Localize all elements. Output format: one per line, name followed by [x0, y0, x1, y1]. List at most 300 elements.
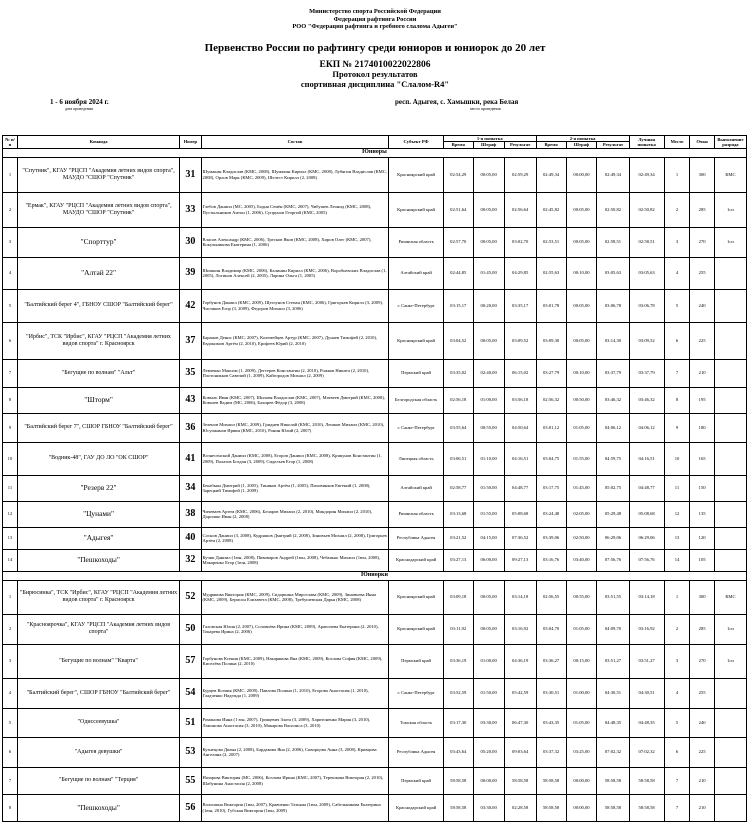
- best-try: 04:48,35: [629, 708, 664, 737]
- team-name: "Красноярочка", КГАУ "РЦСП "Академия летних видов спорта": [17, 614, 179, 644]
- try1-result: 04:16,51: [504, 442, 536, 475]
- event-place: респ. Адыгея, с. Хамышки, река Белая: [395, 98, 519, 107]
- best-try: 06:29,06: [629, 527, 664, 549]
- table-row: [3, 527, 747, 549]
- try2-time: 02:49,34: [536, 157, 566, 192]
- try2-result: 02:49,34: [597, 157, 629, 192]
- place: 3: [664, 227, 690, 257]
- best-try: 03:06,78: [629, 289, 664, 322]
- try2-time: 03:30,51: [536, 678, 566, 708]
- rank-achieved: [714, 767, 746, 794]
- subject: Красноярский край: [389, 322, 443, 359]
- try1-time: 58:58,58: [443, 767, 473, 794]
- try2-result: 03:14,30: [597, 322, 629, 359]
- best-try: 03:46,32: [629, 387, 664, 413]
- try2-penalty: 01:05,00: [566, 614, 597, 644]
- points: 210: [690, 359, 715, 387]
- try2-result: 04:09,70: [597, 614, 629, 644]
- try2-result: 03:37,79: [597, 359, 629, 387]
- place: 5: [664, 708, 690, 737]
- try1-result: 04:48,77: [504, 475, 536, 501]
- try2-penalty: 03:40,00: [566, 549, 597, 571]
- table-row: [3, 157, 747, 192]
- page-title: Первенство России по рафтингу среди юниоров и юниорок до 20 лет: [204, 41, 546, 54]
- try2-time: 03:36,27: [536, 644, 566, 678]
- best-try: 05:08,68: [629, 501, 664, 527]
- try2-result: 04:06,12: [597, 413, 629, 442]
- try2-penalty: 00:00,00: [566, 794, 597, 821]
- try1-result: 05:08,68: [504, 501, 536, 527]
- federation-line: Федерация рафтинга России: [333, 15, 417, 23]
- place: 4: [664, 257, 690, 289]
- best-try: 04:16,51: [629, 442, 664, 475]
- bib-number: 32: [180, 549, 201, 571]
- col-best: Лучшая попытка: [629, 136, 664, 149]
- bib-number: 33: [180, 192, 201, 227]
- table-row: [3, 767, 747, 794]
- place: 14: [664, 549, 690, 571]
- team-name: "Пешкоходы": [17, 794, 179, 821]
- date-place-line: [0, 92, 750, 112]
- best-try: 07:56,76: [629, 549, 664, 571]
- points: 270: [690, 227, 715, 257]
- place: 6: [664, 737, 690, 767]
- bib-number: 35: [180, 359, 201, 387]
- points: 120: [690, 527, 715, 549]
- best-try: 03:51,27: [629, 644, 664, 678]
- table-row: [3, 413, 747, 442]
- try1-time: 03:09,18: [443, 580, 473, 614]
- try2-penalty: 00:50,00: [566, 387, 597, 413]
- rank-achieved: [714, 708, 746, 737]
- try2-penalty: 02:05,00: [566, 501, 597, 527]
- table-row: [3, 257, 747, 289]
- rank-achieved: [714, 413, 746, 442]
- best-try: 07:02,32: [629, 737, 664, 767]
- try2-time: 03:43,35: [536, 708, 566, 737]
- try2-penalty: 00:15,00: [566, 644, 597, 678]
- rank-achieved: [714, 678, 746, 708]
- subject: Республика Адыгея: [389, 737, 443, 767]
- try1-result: 05:42,59: [504, 678, 536, 708]
- points: 225: [690, 322, 715, 359]
- discipline-label: спортивная дисциплина "Слалом-R4": [300, 78, 450, 89]
- col-result-1: Результат: [504, 142, 536, 148]
- team-name: "Алтай 22": [17, 257, 179, 289]
- try1-result: 03:09,52: [504, 322, 536, 359]
- try2-time: 03:37,32: [536, 737, 566, 767]
- event-place-caption: место проведения: [470, 106, 501, 112]
- place: 1: [664, 157, 690, 192]
- best-try: 04:06,12: [629, 413, 664, 442]
- roster: Вознесенский Даниил (КМС, 2008), Егоров Даниил (КМС, 2008), Крикунов Константин (1, 2009), Палатов Богдан (3, 2009), Сидельев Егор (1, 2008): [201, 442, 389, 475]
- try2-time: 03:27,79: [536, 359, 566, 387]
- try1-result: 04:29,85: [504, 257, 536, 289]
- points: 225: [690, 737, 715, 767]
- try1-result: 09:27,13: [504, 549, 536, 571]
- bib-number: 57: [180, 644, 201, 678]
- table-row: [3, 644, 747, 678]
- try2-penalty: 01:00,00: [566, 678, 597, 708]
- try2-time: 03:24,48: [536, 501, 566, 527]
- try2-time: 02:53,51: [536, 227, 566, 257]
- try1-time: 03:27,13: [443, 549, 473, 571]
- bib-number: 55: [180, 767, 201, 794]
- team-name: "Адыгея": [17, 527, 179, 549]
- subject: Томская область: [389, 708, 443, 737]
- team-name: "Ирбис", ТСК "Ирбис", КГАУ "РЦСП "Академия летних видов спорта" г. Красноярск: [17, 322, 179, 359]
- place: 7: [664, 767, 690, 794]
- points: 135: [690, 501, 715, 527]
- try1-penalty: 00:05,00: [473, 580, 504, 614]
- try1-time: 03:04,52: [443, 322, 473, 359]
- team-name: "Одиссеевушка": [17, 708, 179, 737]
- try1-result: 03:35,17: [504, 289, 536, 322]
- bib-number: 36: [180, 413, 201, 442]
- try2-time: 58:58,58: [536, 767, 566, 794]
- roster: Волошина Виктория (1юн, 2007), Кравченко Татьяна (1юн, 2009), Сабельникова Екатерина (1юн, 2010), Губская Виктория (1юн, 2009): [201, 794, 389, 821]
- try1-result: 02:56,64: [504, 192, 536, 227]
- try1-time: 03:17,30: [443, 708, 473, 737]
- try1-result: 03:14,18: [504, 580, 536, 614]
- col-penalty-1: Штраф: [473, 142, 504, 148]
- team-name: "Бегущие по волнам" "Кварта": [17, 644, 179, 678]
- try1-time: 03:35,02: [443, 359, 473, 387]
- try2-penalty: 00:05,00: [566, 322, 597, 359]
- place: 2: [664, 192, 690, 227]
- document-header: [0, 0, 750, 31]
- row-num: 9: [3, 413, 18, 442]
- row-num: 2: [3, 614, 18, 644]
- team-name: "Водник-48", ГАУ ДО ЛО "ОК СШОР": [17, 442, 179, 475]
- place: 2: [664, 614, 690, 644]
- ekp-number: ЕКП № 2174010022022806: [319, 59, 431, 70]
- subject: г. Санкт-Петербург: [389, 289, 443, 322]
- section-juniorki: Юниорки: [3, 571, 747, 580]
- team-name: "Спорттур": [17, 227, 179, 257]
- col-place: Место: [664, 136, 690, 149]
- try2-time: 03:09,30: [536, 322, 566, 359]
- row-num: 3: [3, 644, 18, 678]
- points: 165: [690, 442, 715, 475]
- best-try: 04:30,51: [629, 678, 664, 708]
- rank-achieved: [714, 387, 746, 413]
- best-try: 02:50,82: [629, 192, 664, 227]
- bib-number: 40: [180, 527, 201, 549]
- col-roster: Состав: [201, 136, 389, 149]
- try1-penalty: 02:40,00: [473, 359, 504, 387]
- roster: Левченко Максим (1, 2009), Дегтерев Константин (2, 2010), Рожков Никита (2, 2010), Плотоникков Савелий (1, 2009), Кайгородов Михаил (2, 2009): [201, 359, 389, 387]
- try2-time: 02:45,82: [536, 192, 566, 227]
- row-num: 14: [3, 549, 18, 571]
- points: 210: [690, 794, 715, 821]
- rank-achieved: [714, 359, 746, 387]
- points: 210: [690, 767, 715, 794]
- try2-result: 02:58,51: [597, 227, 629, 257]
- row-num: 5: [3, 708, 18, 737]
- rank-achieved: [714, 475, 746, 501]
- rank-achieved: [714, 549, 746, 571]
- best-try: 02:58,51: [629, 227, 664, 257]
- roster: Соснов Даниил (3, 2008), Кудряшов Дмитрий (2, 2008), Зиновьев Михаил (2, 2008), Григорьев Артём (2, 2008): [201, 527, 389, 549]
- subject: Липецкая область: [389, 442, 443, 475]
- table-row: [3, 580, 747, 614]
- team-name: "Бирюсинка", ТСК "Ирбис", КГАУ "РЦСП "Академия летних видов спорта" г. Красноярск: [17, 580, 179, 614]
- try1-time: 03:21,52: [443, 527, 473, 549]
- roster: Кучик Даниил (1юн, 2008), Пивоваров Андрей (1юн, 2008), Чебанько Михаил (1юн, 2008), Макаренко Егор (1юн, 2008): [201, 549, 389, 571]
- rank-achieved: [714, 527, 746, 549]
- table-row: [3, 708, 747, 737]
- subject: Красноярский край: [389, 157, 443, 192]
- table-row: [3, 614, 747, 644]
- bib-number: 51: [180, 708, 201, 737]
- roster: Бурцев Ксения (КМС, 2009), Павлова Полина (1, 2010), Егорова Анастасия (1, 2010), Гладченко Надежда (1, 2009): [201, 678, 389, 708]
- best-try: 02:49,34: [629, 157, 664, 192]
- row-num: 4: [3, 678, 18, 708]
- subject: Республика Адыгея: [389, 527, 443, 549]
- place: 6: [664, 322, 690, 359]
- try2-result: 58:58,58: [597, 794, 629, 821]
- points: 285: [690, 192, 715, 227]
- try1-penalty: 00:05,00: [473, 227, 504, 257]
- row-num: 6: [3, 322, 18, 359]
- try2-result: 04:30,51: [597, 678, 629, 708]
- col-points: Очки: [690, 136, 715, 149]
- subject: Пермский край: [389, 644, 443, 678]
- roster: Баранов Денис (КМС, 2007), Колемейцев Артур (КМС, 2007), Дунаев Тимофей (2, 2010), Евдокимов Артём (2, 2010), Ерофеев Юрий (2, 2010): [201, 322, 389, 359]
- event-date-caption: дата проведения: [65, 106, 93, 112]
- best-try: 58:58,58: [629, 794, 664, 821]
- try2-time: 02:56,32: [536, 387, 566, 413]
- table-row: [3, 549, 747, 571]
- protocol-subtitle: [0, 61, 750, 90]
- try2-result: 03:51,55: [597, 580, 629, 614]
- subject: Красноярский край: [389, 192, 443, 227]
- subject: Рязанская область: [389, 227, 443, 257]
- subject: Белгородская область: [389, 387, 443, 413]
- table-row: [3, 442, 747, 475]
- subject: г. Санкт-Петербург: [389, 678, 443, 708]
- try1-result: 02:59,29: [504, 157, 536, 192]
- roster: Шишкин Владимир (КМС, 2006), Калинин Кирилл (КМС, 2006), Воробьевских Владислав (1, 2005), Логинов Алексей (2, 2005), Ларина Ольга (1, 2005): [201, 257, 389, 289]
- roster: Кузнецова Диана (2, 2008), Бардакова Яна (2, 2006), Скворцова Анна (3, 2008), Кривцова Ангелина (2, 2007): [201, 737, 389, 767]
- best-try: 58:58,58: [629, 767, 664, 794]
- roster: Чичеваев Артем (КМС, 2006), Бочаров Михаил (2, 2010), Миндорин Михаил (2, 2010), Дорошко Иван (2, 2008): [201, 501, 389, 527]
- try2-penalty: 00:00,00: [566, 767, 597, 794]
- try1-time: 03:52,59: [443, 678, 473, 708]
- row-num: 2: [3, 192, 18, 227]
- roster: Бекабкин Дмитрий (1, 2005), Тиняков Артём (1, 2005), Пиховинков Евгений (1, 2008), Зарецкий Тимофей (1, 2009): [201, 475, 389, 501]
- try2-time: 03:01,78: [536, 289, 566, 322]
- place: 3: [664, 644, 690, 678]
- team-name: "Шторм": [17, 387, 179, 413]
- team-name: "Балтийский берег 7", СШОР ГБНОУ "Балтийский берег": [17, 413, 179, 442]
- bib-number: 41: [180, 442, 201, 475]
- rank-achieved: [714, 257, 746, 289]
- try2-result: 04:48,35: [597, 708, 629, 737]
- try2-result: 05:29,48: [597, 501, 629, 527]
- try1-time: 02:58,77: [443, 475, 473, 501]
- points: 285: [690, 614, 715, 644]
- table-row: [3, 359, 747, 387]
- try1-result: 04:50,64: [504, 413, 536, 442]
- rank-achieved: 1сп: [714, 227, 746, 257]
- subject: Краснодарский край: [389, 549, 443, 571]
- col-time-1: Время: [443, 142, 473, 148]
- try1-result: 58:58,58: [504, 767, 536, 794]
- col-num: № п/п: [3, 136, 18, 149]
- try2-result: 03:46,32: [597, 387, 629, 413]
- subject: Алтайский край: [389, 475, 443, 501]
- roster: Горбунов Даниил (КМС, 2009), Щеглунов Степан (КМС, 2006), Григорьев Кирилл (3, 2009), Чистяков Егор (3, 2009), Федоров Михаил (3, 2006): [201, 289, 389, 322]
- row-num: 7: [3, 767, 18, 794]
- try1-time: 03:13,68: [443, 501, 473, 527]
- subject: Алтайский край: [389, 257, 443, 289]
- try2-time: 02:55,63: [536, 257, 566, 289]
- try2-time: 03:01,12: [536, 413, 566, 442]
- place: 1: [664, 580, 690, 614]
- bib-number: 53: [180, 737, 201, 767]
- try1-time: 03:43,64: [443, 737, 473, 767]
- try1-result: 06:47,30: [504, 708, 536, 737]
- try1-time: 58:58,58: [443, 794, 473, 821]
- row-num: 8: [3, 387, 18, 413]
- try2-result: 07:56,76: [597, 549, 629, 571]
- table-row: [3, 475, 747, 501]
- try2-penalty: 00:05,00: [566, 289, 597, 322]
- bib-number: 31: [180, 157, 201, 192]
- place: 9: [664, 413, 690, 442]
- place: 12: [664, 501, 690, 527]
- try1-penalty: 00:05,00: [473, 322, 504, 359]
- try1-penalty: 04:15,00: [473, 527, 504, 549]
- points: 105: [690, 549, 715, 571]
- try1-time: 03:06,51: [443, 442, 473, 475]
- points: 195: [690, 387, 715, 413]
- table-row: [3, 289, 747, 322]
- rank-achieved: [714, 737, 746, 767]
- row-num: 1: [3, 580, 18, 614]
- bib-number: 38: [180, 501, 201, 527]
- best-try: 03:14,18: [629, 580, 664, 614]
- row-num: 7: [3, 359, 18, 387]
- bib-number: 34: [180, 475, 201, 501]
- row-num: 11: [3, 475, 18, 501]
- team-name: "Ермак", КГАУ "РЦСП "Академия летних видов спорта", МАУДО "СШОР "Спутник": [17, 192, 179, 227]
- try1-result: 09:03,64: [504, 737, 536, 767]
- try1-result: 04:36,19: [504, 644, 536, 678]
- try1-penalty: 00:00,00: [473, 767, 504, 794]
- roster: Власов Александр (КМС, 2006), Тресков Яков (КМС, 2008), Хиров Олег (КМС, 2007), Кокульникова Екатерина (1, 2006): [201, 227, 389, 257]
- team-name: "Адыгея девушки": [17, 737, 179, 767]
- try1-time: 02:57,70: [443, 227, 473, 257]
- rank-achieved: [714, 322, 746, 359]
- team-name: "Балтийский берег", СШОР ГБНОУ "Балтийский берег": [17, 678, 179, 708]
- subject: Краснодарский край: [389, 794, 443, 821]
- place: 7: [664, 359, 690, 387]
- try2-penalty: 01:55,00: [566, 442, 597, 475]
- try1-penalty: 00:05,00: [473, 192, 504, 227]
- roster: Горбунова Ксения (КМС, 2009), Накарякова Яна (КМС, 2009), Козлова София (КМС, 2009), Киселёва Полина (2, 2010): [201, 644, 389, 678]
- subject: Пермский край: [389, 359, 443, 387]
- try2-time: 03:17,75: [536, 475, 566, 501]
- roster: Романова Инна (1 юн, 2007), Грищевич Злата (3, 2009), Харитоненко Мария (3, 2010), Ламонова Анастасия (3, 2010), Макарова Василиса (3, 2010): [201, 708, 389, 737]
- points: 300: [690, 580, 715, 614]
- place: 8: [664, 387, 690, 413]
- points: 240: [690, 708, 715, 737]
- subject: Рязанская область: [389, 501, 443, 527]
- try2-result: 04:59,75: [597, 442, 629, 475]
- bib-number: 42: [180, 289, 201, 322]
- col-result-2: Результат: [597, 142, 629, 148]
- subject: г. Санкт-Петербург: [389, 413, 443, 442]
- try2-time: 03:16,76: [536, 549, 566, 571]
- try1-result: 02:28,58: [504, 794, 536, 821]
- try1-time: 03:15,17: [443, 289, 473, 322]
- subject: Пермский край: [389, 767, 443, 794]
- best-try: 03:37,79: [629, 359, 664, 387]
- col-time-2: Время: [536, 142, 566, 148]
- try2-time: 58:58,58: [536, 794, 566, 821]
- row-num: 12: [3, 501, 18, 527]
- bib-number: 39: [180, 257, 201, 289]
- subject: Красноярский край: [389, 614, 443, 644]
- roster: Назарова Виктория (МС, 2006), Козлова Ирина (КМС, 2007), Терешкова Виктория (2, 2010), Шабунина Анастасия (2, 2008): [201, 767, 389, 794]
- col-subject: Субъект РФ: [389, 136, 443, 149]
- table-row: [3, 501, 747, 527]
- best-try: 03:05,63: [629, 257, 664, 289]
- points: 270: [690, 644, 715, 678]
- place: 7: [664, 794, 690, 821]
- try1-penalty: 03:30,00: [473, 794, 504, 821]
- try2-result: 02:50,82: [597, 192, 629, 227]
- points: 240: [690, 289, 715, 322]
- team-name: "Спутник", КГАУ "РЦСП "Академия летних видов спорта", МАУДО "СШОР "Спутник": [17, 157, 179, 192]
- table-row: [3, 192, 747, 227]
- rank-achieved: КМС: [714, 580, 746, 614]
- try2-result: 58:58,58: [597, 767, 629, 794]
- points: 255: [690, 678, 715, 708]
- rank-achieved: [714, 442, 746, 475]
- try1-penalty: 01:50,00: [473, 678, 504, 708]
- rank-achieved: 1сп: [714, 644, 746, 678]
- bib-number: 56: [180, 794, 201, 821]
- try1-penalty: 01:55,00: [473, 501, 504, 527]
- try1-penalty: 01:00,00: [473, 387, 504, 413]
- table-row: [3, 678, 747, 708]
- row-num: 4: [3, 257, 18, 289]
- try1-time: 02:54,29: [443, 157, 473, 192]
- results-body: [3, 148, 747, 821]
- try1-time: 02:56,18: [443, 387, 473, 413]
- roster: Мудрякова Виктория (КМС, 2009), Сидоркина Мирослава (КМС, 2009), Зиновьева Инна (КМС, 2009), Берисон Елизавета (КМС, 2008), Требушевская Дарья (КМС, 2008): [201, 580, 389, 614]
- roster: Глебов Даниил (МС, 2005), Бодня Семён (КМС, 2007), Чибушев Леонид (КМС, 2008), Пустыльников Антон (1, 2006), Супрунов Георгий (КМС, 2005): [201, 192, 389, 227]
- row-num: 10: [3, 442, 18, 475]
- roster: Ковыль Иван (КМС, 2007), Шиловя Владислав (КМС, 2007), Матвеев Дмитрий (КМС, 2008), Ковалев Вадим (МС, 2006), Бахирев Фёдор (3, 2008): [201, 387, 389, 413]
- try1-penalty: 00:20,00: [473, 289, 504, 322]
- col-try1: 1-я попытка: [443, 136, 536, 142]
- roster: Зеленов Михаил (КМС, 2009), Гриднев Николай (КМС, 2010), Лешков Михаил (КМС, 2010), Юсупжанов Ирвин (КМС, 2010), Ронин Юлий (2, 2007): [201, 413, 389, 442]
- points: 255: [690, 257, 715, 289]
- place: 13: [664, 527, 690, 549]
- bib-number: 52: [180, 580, 201, 614]
- rank-achieved: [714, 289, 746, 322]
- bib-number: 37: [180, 322, 201, 359]
- try2-result: 05:02,75: [597, 475, 629, 501]
- try2-result: 07:02,32: [597, 737, 629, 767]
- try1-result: 06:15,02: [504, 359, 536, 387]
- try1-time: 03:55,64: [443, 413, 473, 442]
